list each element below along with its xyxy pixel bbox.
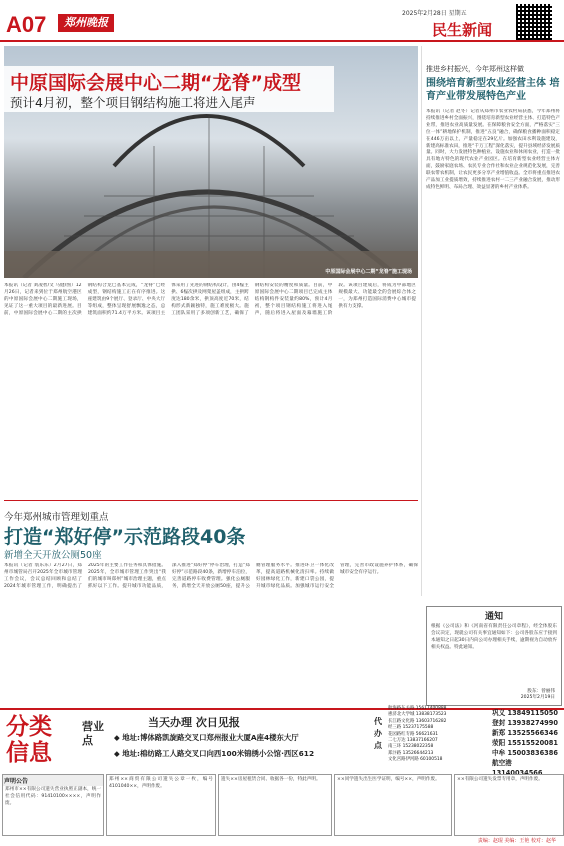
qr-code-icon <box>516 4 552 40</box>
page-number: A07 <box>6 12 47 37</box>
classifieds-tagline: 当天办理 次日见报 <box>148 716 240 729</box>
ad-box <box>218 774 332 836</box>
section-rule <box>4 500 418 501</box>
agent-item: 文化宫路伊河路 60100518 <box>388 757 443 763</box>
notice-signer: 股东：曾丽伟 <box>527 689 555 694</box>
right-kicker: 推进乡村振兴，今年郑州这样做 <box>426 65 524 73</box>
agent-item: 登封 13938274990 <box>492 719 558 727</box>
ad-box <box>2 774 104 836</box>
city-kicker: 今年郑州城市管理划重点 <box>4 512 109 523</box>
agents-list-right <box>492 708 562 778</box>
agent-item: 二七万达 13837166207 <box>388 738 438 744</box>
notice-box <box>426 606 562 706</box>
right-article <box>426 60 560 590</box>
address-2-text: 地址:棉纺路工人路交叉口向西100米锦绣小公馆·西区612 <box>122 749 315 758</box>
agent-label: 代办点 <box>374 717 382 750</box>
main-subheadline: 预计4月初，整个项目钢结构施工将进入尾声 <box>10 95 256 110</box>
editor-credits: 责编：赵琨 美编：王艳 校对：赵华 <box>477 838 556 844</box>
ad-text: 郑州市××有限公司遗失营业执照正副本，统一社会信用代码：91410100××××，声明作废。 <box>5 787 101 806</box>
city-subtitle: 新增全天开放公厕50座 <box>4 550 102 561</box>
agent-item: 荥阳 15515520081 <box>492 739 558 747</box>
location-pin-icon: ◆ <box>114 749 123 758</box>
agent-item: 巩义 13849115050 <box>492 709 558 717</box>
main-article-body: 本报讯（记者 刘凌智/文 马健/图）12月26日，记者来到位于郑州航空港区的中原国际会展中心二期施工现场，见证了这一重大项目的最新进展。目前，中原国际会展中心二期的主次拱钢结构合龙已基本完成，“龙脊”已经成型，钢结构施工正在有序推进。这座建筑由9个展厅、登录厅、中央大厅等组成，整体呈现舒展飘逸之态，总建筑面积约71.4万平方米。该项目主体采用了先进的钢结构设计，由4榀主拱、6榀次拱及网架屋盖组成，主拱跨度达180余米，拱顶高度近70米，结构形式新颖独特，施工难度极大。施工团队采用了多项创新工艺，确保了钢结构安装的精度和质量。目前，中原国际会展中心二期项目已完成主体结构钢构件安装量约80%，预计4月初，整个项目钢结构施工将进入尾声，随后将进入屋面及幕墙施工阶段。该项目建成后，将成为中部地区规模最大、功能最全的会展综合体之一，为郑州打造国际消费中心城市提供有力支撑。 <box>4 283 416 316</box>
agent-item: 新郑 13525566346 <box>492 729 558 737</box>
agent-item: 花园路红专路 56621631 <box>388 731 439 737</box>
ad-text: 郑州××商贸有限公司遗失公章一枚，编号4101040××，声明作废。 <box>109 777 213 789</box>
classifieds-label: 分类信息 <box>6 714 52 766</box>
paper-name: 郑州晚报 <box>64 16 108 29</box>
classifieds-band <box>0 706 564 777</box>
city-article-body: 本报讯（记者 翁乐乐）2月27日，郑州市城管局召开2025年全市城市管理工作会议，会议总结回顾和总结了2024年城市管理工作，明确提出了2025年的主要工作任务和具体措施。2025年，全市城市管理工作突出“我们的城市叫郑州”城市治理主题，重点抓好以下工作。提升城市功能品质，深入推进“郑好停”停车治理，打造“郑好停”示范路段40条，新增停车泊位，完善道路停车收费管理。强化公厕服务，新增全天开放公厕50座，提升公厕管理服务水平。推进环卫一体化改革，提高道路机械化清扫率。持续做好园林绿化工作，新建口袋公园，提升城市绿化品质。加强城市运行安全管理，完善市政设施养护体系，确保城市安全有序运行。 <box>4 563 418 589</box>
agent-item: 航海路东关路 15617400888 <box>388 706 447 711</box>
page-header <box>0 0 564 42</box>
ad-header: 声明公告 <box>3 775 103 786</box>
agent-item: 航空港 13140034566 <box>492 759 543 777</box>
agent-item: 中牟 15003836386 <box>492 749 558 757</box>
ad-box <box>454 774 564 836</box>
header-rule <box>0 40 564 42</box>
office-address-1 <box>114 732 299 743</box>
agent-item: 郑汴路 13526644213 <box>388 750 434 756</box>
ad-text: ××有限公司遗失发票专用章，声明作废。 <box>457 777 543 782</box>
issue-date: 2025年2月28日 星期五 <box>402 10 467 17</box>
small-ads-row <box>0 774 564 836</box>
column-divider <box>421 46 422 596</box>
city-title: 打造“郑好停”示范路段40条 <box>4 526 246 548</box>
main-headline: 中原国际会展中心二期“龙脊”成型 <box>10 72 301 94</box>
agent-item: 经三路 15237175588 <box>388 725 434 731</box>
agent-item: 南三环 15238022358 <box>388 744 434 750</box>
agent-item: 惠济北大学城 13838173523 <box>388 712 447 718</box>
notice-title: 通知 <box>484 612 503 622</box>
right-title: 围绕培育新型农业经营主体 培育产业带发展特色产业 <box>426 78 560 102</box>
agent-item: 长江路文化路 13603716282 <box>388 718 447 724</box>
photo-caption: 中原国际会展中心二期“龙脊”施工现场 <box>325 269 412 275</box>
notice-body: 根据《公司法》和《河南省有限责任公司章程》，经全体股东会议决定，现就公司有关事宜通知如下：公司各股东应于接到本通知之日起30日内向公司办理相关手续，逾期视为自动放弃相关权益。特此通知。 <box>431 624 557 650</box>
biz-label: 营业点 <box>82 720 104 747</box>
ad-box <box>106 774 216 836</box>
paper-logo <box>58 14 114 32</box>
office-address-2 <box>114 748 314 759</box>
hero-photo <box>4 46 418 278</box>
right-article-body: 本报讯（记者 赵冬）记者从郑州市农业农村局获悉，今年郑州将持续推进乡村全面振兴，围绕培育新型农业经营主体、打造特色产业带，推进农业高质量发展。在保障粮食安全方面，严格落实“三位一体”耕地保护机制，推进“五良”融合，确保粮食播种面积稳定在446万亩以上，产量稳定在29亿斤。加强农田水利设施建设，新建高标准农田，推进“千万工程”深化落实，提升县域经济发展质量。同时，大力发展特色种植业、设施农业和休闲农业，打造一批具有地方特色的现代农业产业园区。在培育新型农业经营主体方面，鼓励家庭农场、农民专业合作社和农业企业规范化发展，完善联农带农机制，让农民更多分享产业增值收益。全市将重点推进农产品加工业提质增效，持续推进农村一二三产业融合发展，推动形成特色鲜明、布局合理、效益显著的乡村产业体系。 <box>426 109 560 190</box>
address-1-text: 地址:博体路凯旋路交叉口郑州报业大厦A座4楼东大厅 <box>122 733 299 742</box>
agents-list-mid <box>388 706 484 764</box>
location-pin-icon: ◆ <box>114 733 123 742</box>
ad-text: ××同学遗失出生医学证明，编号××，声明作废。 <box>337 777 440 782</box>
ad-text: 遗失××房屋租赁合同、收据各一份，特此声明。 <box>221 777 321 782</box>
section-title: 民生新闻 <box>432 21 493 39</box>
ad-box <box>334 774 452 836</box>
notice-date: 2025年2月19日 <box>520 695 555 700</box>
